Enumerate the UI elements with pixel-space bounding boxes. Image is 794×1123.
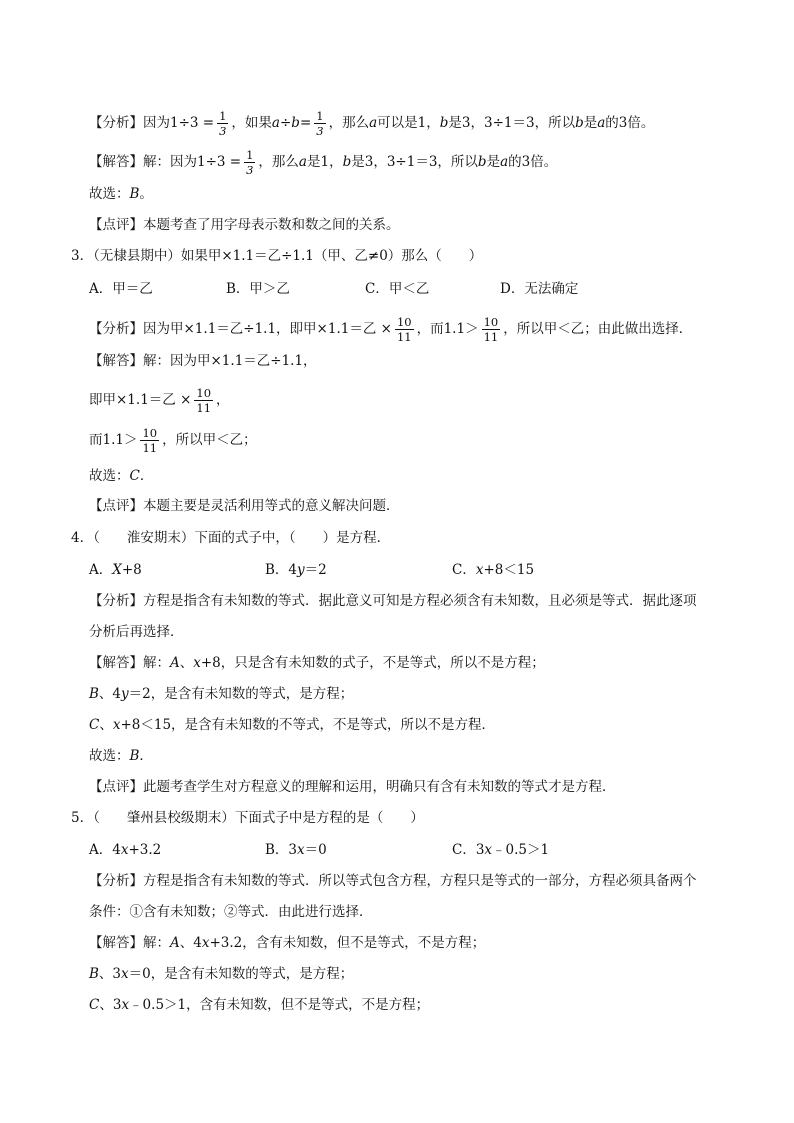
q5-answer-line1: 【解答】解： A 、4 x +3.2，含有未知数，但不是等式，不是方程； [89, 935, 486, 951]
fraction-one-third: $\frac{1}{3}$ [316, 109, 324, 139]
q3-option-c: C．甲＜乙 [365, 281, 430, 297]
q4-answer-line1: 【解答】解： A 、 x +8，只是含有未知数的式子，不是等式，所以不是方程； [89, 655, 545, 671]
q4-answer-line3: C 、 x +8＜15，是含有未知数的不等式，不是等式，所以不是方程． [89, 717, 496, 733]
q3-answer-line3: 而1.1＞ $\frac{10}{11}$ ，所以甲＜乙； [89, 426, 257, 456]
q2-analysis: 【分析】因为1÷3 = $\frac{1}{3}$ ，如果 a ÷ b = $\frac{1}{3}$ ，那么 a 可以是1， b 是3，3÷1＝3，所以 b 是 a 的3倍。 [89, 109, 655, 139]
fraction-ten-elevenths: $\frac{10}{11}$ [196, 386, 212, 416]
q4-analysis-line1: 【分析】方程是指含有未知数的等式．据此意义可知是方程必须含有未知数，且必须是等式．据此逐项 [89, 593, 697, 609]
q3-answer-line1: 【解答】解：因为甲×1.1＝乙÷1.1， [89, 353, 317, 369]
q2-choice: 故选： B 。 [89, 186, 153, 202]
q5-stem: 5．（ 肇州县校级期末）下面式子中是方程的是（ ） [71, 810, 424, 826]
q3-answer-line2: 即甲×1.1＝乙 × $\frac{10}{11}$ ， [89, 386, 230, 416]
q5-options [89, 844, 549, 858]
q4-answer-line2: B 、4 y ＝2，是含有未知数的等式，是方程； [89, 686, 354, 702]
q5-analysis-line2: 条件：①含有未知数；②等式．由此进行选择． [89, 904, 373, 920]
q3-option-b: B．甲＞乙 [226, 281, 290, 297]
q2-comment: 【点评】本题考查了用字母表示数和数之间的关系。 [89, 217, 400, 233]
q5-option-a: A．4x+3.2 [89, 842, 162, 858]
q4-option-c: C．x+8＜15 [452, 562, 535, 578]
q4-options [89, 564, 534, 578]
q3-option-d: D．无法确定 [500, 281, 579, 297]
q4-stem: 4．（ 淮安期末）下面的式子中，（ ）是方程． [71, 530, 391, 546]
q3-stem: 3．（无棣县期中）如果甲×1.1＝乙÷1.1（甲、乙≠0）那么（ ） [71, 248, 483, 264]
q3-comment: 【点评】本题主要是灵活利用等式的意义解决问题． [89, 498, 400, 514]
q3-option-a: A．甲＝乙 [89, 281, 153, 297]
fraction-ten-elevenths: $\frac{10}{11}$ [396, 315, 412, 345]
q5-analysis-line1: 【分析】方程是指含有未知数的等式．所以等式包含方程，方程只是等式的一部分，方程必须具备两个 [89, 873, 697, 889]
fraction-one-third: $\frac{1}{3}$ [246, 148, 254, 178]
fraction-ten-elevenths: $\frac{10}{11}$ [483, 315, 499, 345]
q5-answer-line3: C 、3 x ﹣0.5＞1，含有未知数，但不是等式，不是方程； [89, 997, 430, 1013]
q5-option-b: B．3x＝0 [265, 842, 327, 858]
q3-choice: 故选： C ． [89, 468, 154, 484]
q4-option-b: B．4y＝2 [265, 562, 327, 578]
q4-choice: 故选： B ． [89, 748, 153, 764]
fraction-one-third: $\frac{1}{3}$ [219, 109, 227, 139]
q5-option-c: C．3x﹣0.5＞1 [452, 842, 550, 858]
fraction-ten-elevenths: $\frac{10}{11}$ [142, 426, 158, 456]
q5-answer-line2: B 、3 x ＝0，是含有未知数的等式，是方程； [89, 966, 354, 982]
q2-answer: 【解答】解：因为1÷3 = $\frac{1}{3}$ ，那么 a 是1， b 是3，3÷1＝3，所以 b 是 a 的3倍。 [89, 148, 558, 178]
q4-option-a: A．X+8 [89, 562, 142, 578]
q3-options [89, 283, 578, 297]
q4-analysis-line2: 分析后再选择． [89, 624, 184, 640]
q3-analysis: 【分析】因为甲×1.1＝乙÷1.1，即甲×1.1＝乙 × $\frac{10}{11}$ ，而1.1＞ $\frac{10}{11}$ ，所以甲＜乙；由此做出选择． [89, 315, 693, 345]
q4-comment: 【点评】此题考查学生对方程意义的理解和运用，明确只有含有未知数的等式才是方程． [89, 779, 616, 795]
